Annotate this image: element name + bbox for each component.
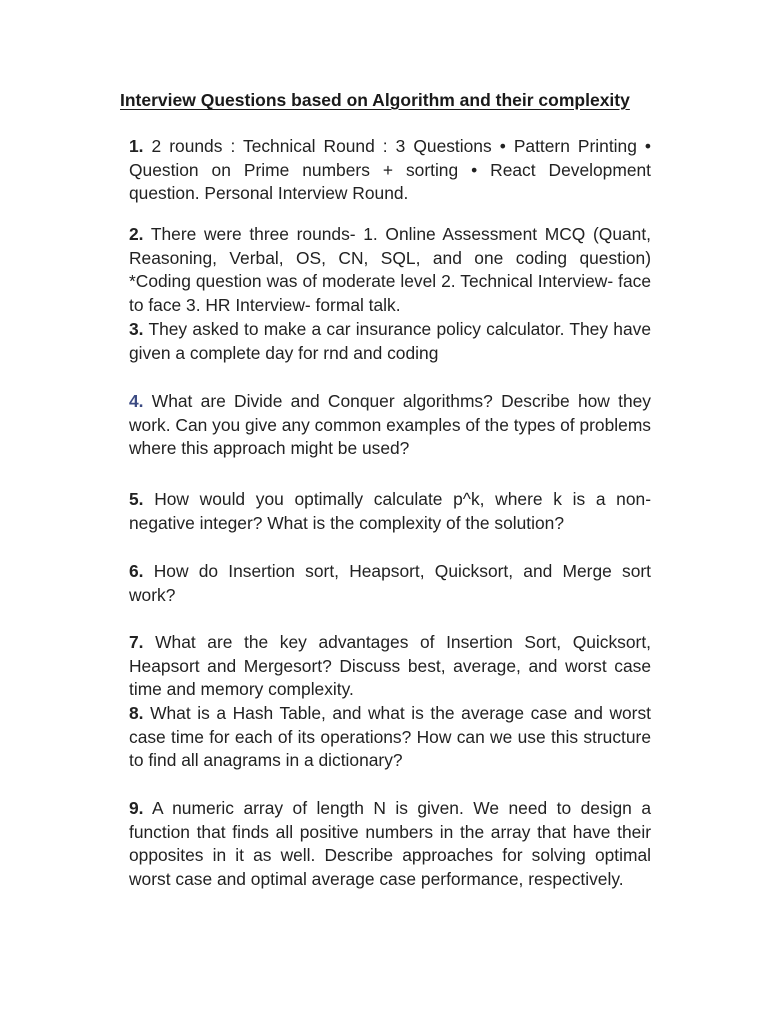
question-text: 2 rounds : Technical Round : 3 Questions • Pattern Printing • Question on Prime numbers + sorting • React Development question. Personal Interview Round. <box>129 136 651 204</box>
question-item <box>129 560 651 607</box>
question-item <box>129 135 651 206</box>
question-text: What are the key advantages of Insertion Sort, Quicksort, Heapsort and Mergesort? Discuss best, average, and worst case time and memory complexity. <box>129 632 651 700</box>
question-text: How do Insertion sort, Heapsort, Quicksort, and Merge sort work? <box>129 561 651 605</box>
question-item <box>129 797 651 891</box>
question-item <box>129 488 651 535</box>
question-text: There were three rounds- 1. Online Assessment MCQ (Quant, Reasoning, Verbal, OS, CN, SQL, and one coding question) *Coding question was of moderate level 2. Technical Interview- face to face 3. HR Interview- formal talk. <box>129 224 651 315</box>
question-number: 7. <box>129 632 144 652</box>
question-text: What are Divide and Conquer algorithms? Describe how they work. Can you give any common examples of the types of problems where this approach might be used? <box>129 391 651 459</box>
document-title: Interview Questions based on Algorithm and their complexity <box>120 90 630 110</box>
question-number: 5. <box>129 489 144 509</box>
question-item <box>129 223 651 317</box>
question-item <box>129 318 651 365</box>
question-number: 3. <box>129 319 144 339</box>
question-text: They asked to make a car insurance policy calculator. They have given a complete day for rnd and coding <box>129 319 651 363</box>
question-number: 2. <box>129 224 144 244</box>
question-number: 1. <box>129 136 144 156</box>
question-number: 8. <box>129 703 144 723</box>
question-number: 4. <box>129 391 144 411</box>
question-text: What is a Hash Table, and what is the average case and worst case time for each of its operations? How can we use this structure to find all anagrams in a dictionary? <box>129 703 651 771</box>
question-number: 9. <box>129 798 144 818</box>
question-number: 6. <box>129 561 144 581</box>
question-text: A numeric array of length N is given. We need to design a function that finds all positive numbers in the array that have their opposites in it as well. Describe approaches for solving optimal worst case and optimal average case performance, respectively. <box>129 798 651 889</box>
question-item <box>129 390 651 461</box>
question-text: How would you optimally calculate p^k, where k is a non-negative integer? What is the complexity of the solution? <box>129 489 651 533</box>
question-item <box>129 702 651 773</box>
question-item <box>129 631 651 702</box>
